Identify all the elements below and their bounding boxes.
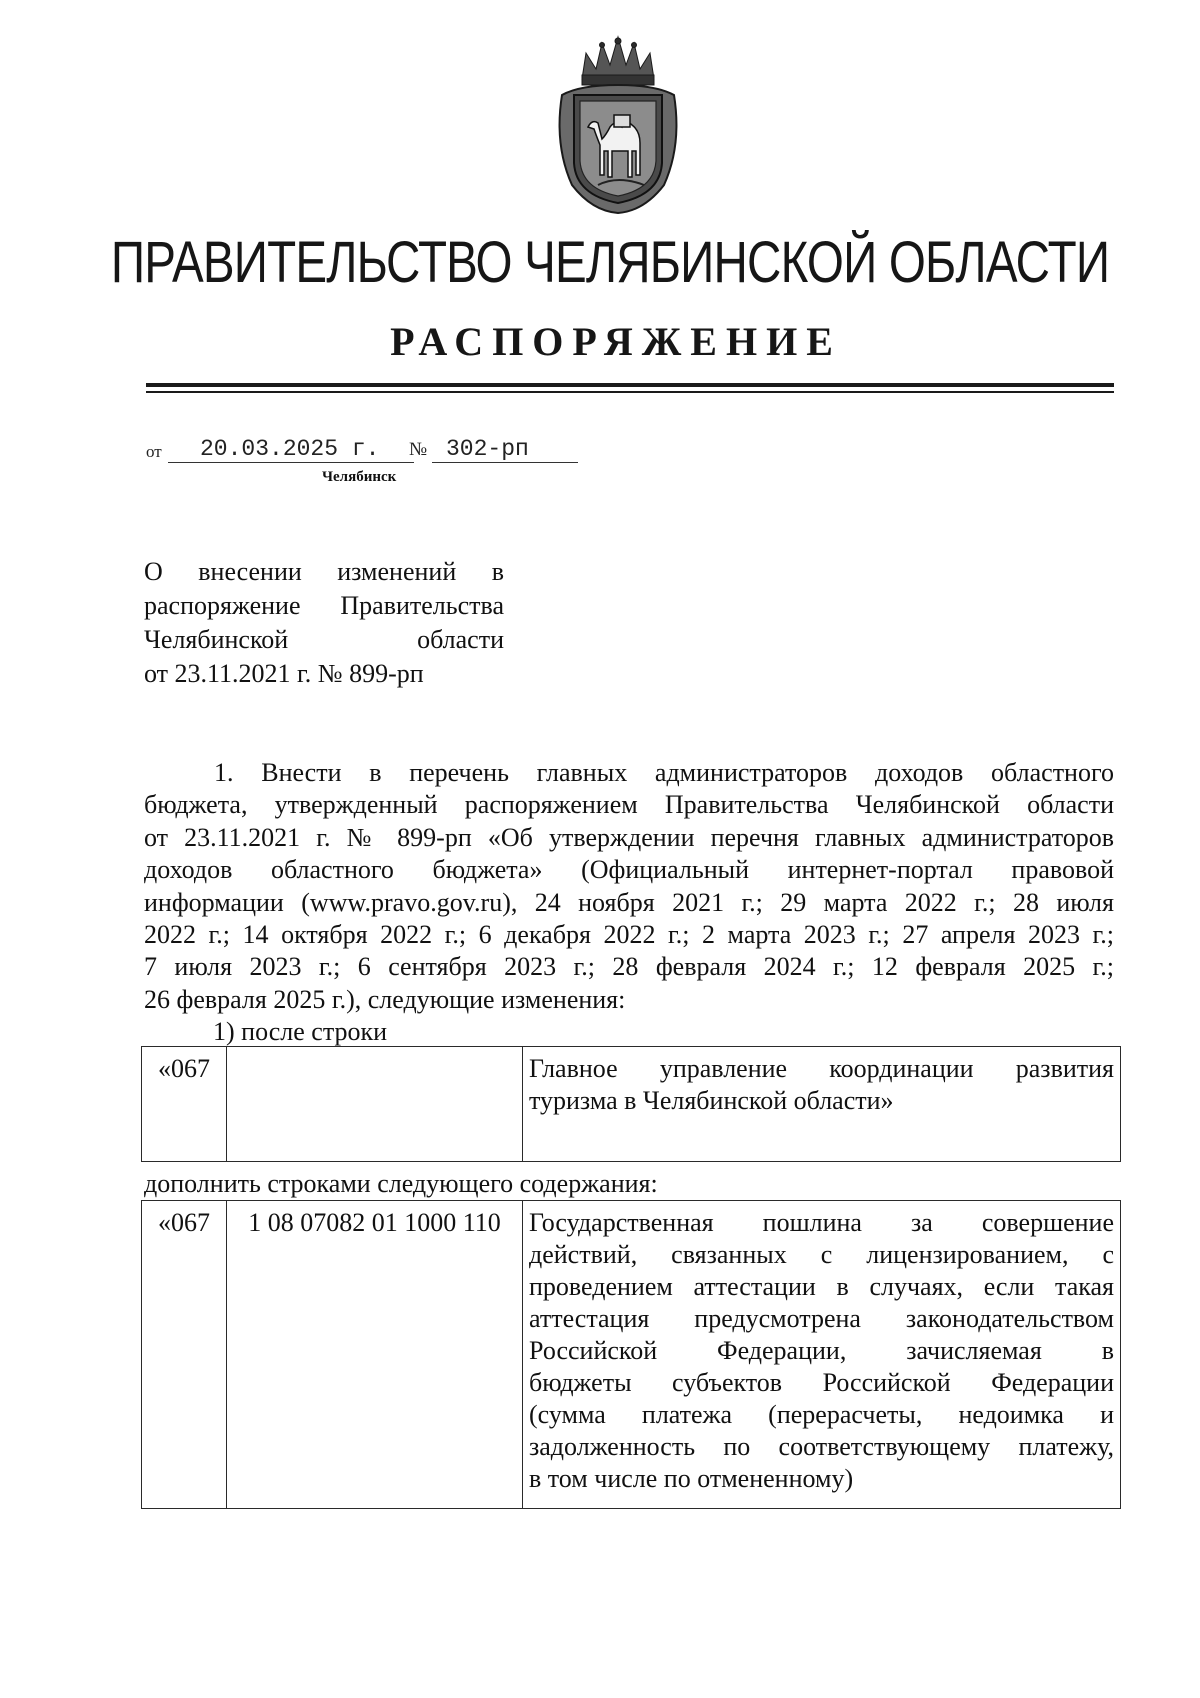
document-number: 302-рп bbox=[446, 436, 529, 462]
document-type-title: РАСПОРЯЖЕНИЕ bbox=[390, 319, 842, 364]
cell-line: в том числе по отмененному) bbox=[529, 1464, 854, 1493]
cell-line: Государственная пошлина за совершение bbox=[529, 1208, 1114, 1237]
body-line: информации (www.pravo.gov.ru), 24 ноября 2021 г.; 29 марта 2022 г.; 28 июля bbox=[144, 887, 1114, 917]
table-cell-code: «067 bbox=[142, 1201, 227, 1509]
subject-line: от 23.11.2021 г. № 899-рп bbox=[144, 659, 424, 688]
between-text: дополнить строками следующего содержания: bbox=[144, 1169, 658, 1198]
table-cell-kbk bbox=[227, 1047, 523, 1162]
table-cell-code: «067 bbox=[142, 1047, 227, 1162]
table-cell-kbk: 1 08 07082 01 1000 110 bbox=[227, 1201, 523, 1509]
cell-line: аттестация предусмотрена законодательством bbox=[529, 1304, 1114, 1333]
header-rule-thick bbox=[146, 383, 1114, 387]
cell-line: Главное управление координации развития bbox=[529, 1054, 1114, 1083]
number-label: № bbox=[409, 439, 428, 460]
coat-of-arms-icon bbox=[552, 35, 684, 215]
cell-line: действий, связанных с лицензированием, с bbox=[529, 1240, 1114, 1269]
date-underline bbox=[168, 462, 414, 463]
number-underline bbox=[432, 462, 578, 463]
body-line: 7 июля 2023 г.; 6 сентября 2023 г.; 28 февраля 2024 г.; 12 февраля 2025 г.; bbox=[144, 952, 1114, 982]
body-paragraph bbox=[144, 757, 1114, 1016]
body-line: 26 февраля 2025 г.), следующие изменения: bbox=[144, 984, 626, 1014]
header-rule-thin bbox=[146, 391, 1114, 393]
body-line: бюджета, утвержденный распоряжением Правительства Челябинской области bbox=[144, 790, 1114, 820]
cell-line: Российской Федерации, зачисляемая в bbox=[529, 1336, 1114, 1365]
subject-line: О внесении изменений в bbox=[144, 557, 504, 586]
subject-line: распоряжение Правительства bbox=[144, 591, 504, 620]
cell-line: туризма в Челябинской области» bbox=[529, 1086, 894, 1115]
table-row bbox=[142, 1201, 1121, 1509]
subitem-text: 1) после строки bbox=[213, 1017, 388, 1046]
cell-line: проведением аттестации в случаях, если такая bbox=[529, 1272, 1114, 1301]
body-line: от 23.11.2021 г. № 899-рп «Об утверждении перечня главных администраторов bbox=[144, 822, 1114, 852]
organization-title: ПРАВИТЕЛЬСТВО ЧЕЛЯБИНСКОЙ ОБЛАСТИ bbox=[110, 230, 1110, 295]
cell-line: бюджеты субъектов Российской Федерации bbox=[529, 1368, 1114, 1397]
body-line: 1. Внести в перечень главных администраторов доходов областного bbox=[214, 758, 1114, 787]
table-row bbox=[142, 1047, 1121, 1162]
table-new-row bbox=[141, 1200, 1121, 1509]
table-existing-row bbox=[141, 1046, 1121, 1162]
document-date: 20.03.2025 г. bbox=[200, 436, 380, 462]
table-cell-name bbox=[523, 1047, 1121, 1162]
date-label: от bbox=[146, 442, 162, 461]
subject-line: Челябинской области bbox=[144, 625, 504, 654]
cell-line: (сумма платежа (перерасчеты, недоимка и bbox=[529, 1400, 1114, 1429]
body-line: доходов областного бюджета» (Официальный интернет-портал правовой bbox=[144, 855, 1114, 885]
body-line: 2022 г.; 14 октября 2022 г.; 6 декабря 2022 г.; 2 марта 2023 г.; 27 апреля 2023 г.; bbox=[144, 920, 1114, 950]
cell-line: задолженность по соответствующему платежу, bbox=[529, 1432, 1114, 1461]
city-name: Челябинск bbox=[322, 469, 397, 485]
document-subject bbox=[144, 555, 504, 691]
table-cell-name bbox=[523, 1201, 1121, 1509]
